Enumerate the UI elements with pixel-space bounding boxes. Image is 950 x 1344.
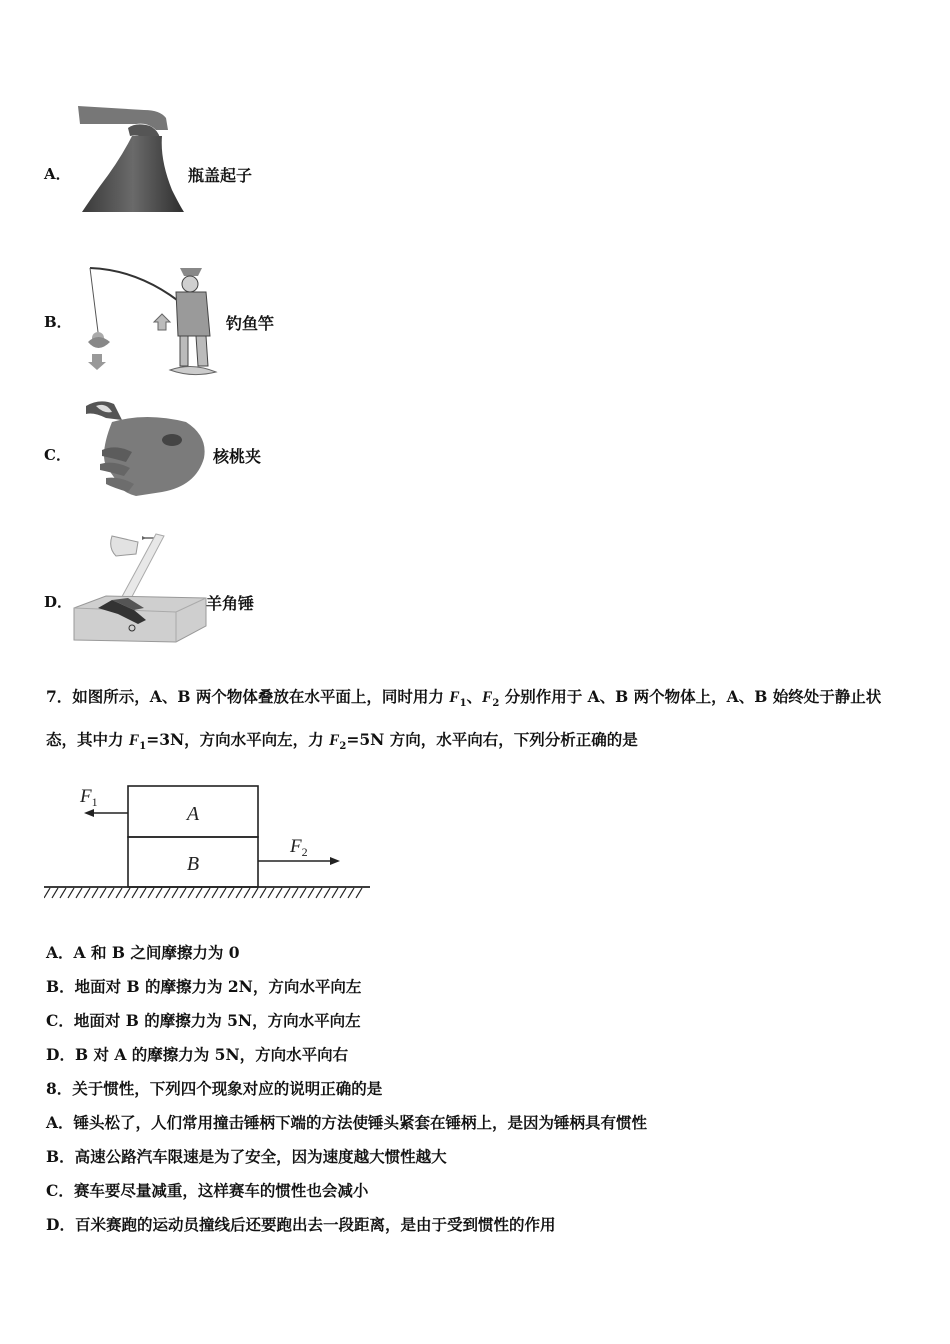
- claw-hammer-illustration: [72, 528, 208, 648]
- q7-option-c[interactable]: C．地面对 B 的摩擦力为 5N，方向水平向左: [46, 1011, 361, 1030]
- q7-f2-sub-2: 2: [339, 741, 347, 753]
- q7-option-d[interactable]: D．B 对 A 的摩擦力为 5N，方向水平向右: [46, 1045, 349, 1064]
- q7-text-1b: 分别作用于 A、B 两个物体上，A、B 始终处于静止状: [499, 687, 882, 706]
- force-diagram: [44, 780, 374, 905]
- nutcracker-illustration: [76, 396, 210, 502]
- hatch-mark: [188, 888, 194, 898]
- hatch-mark: [276, 888, 282, 898]
- hatch-mark: [220, 888, 226, 898]
- option-b-label: 钓鱼竿: [226, 314, 275, 333]
- q7-number: 7．: [46, 687, 73, 706]
- hatch-mark: [356, 888, 362, 898]
- q7-text-2c: =5N 方向，水平向右，下列分析正确的是: [346, 730, 638, 750]
- hatch-mark: [132, 888, 138, 898]
- q8-option-c[interactable]: C．赛车要尽量减重，这样赛车的惯性也会减小: [46, 1181, 369, 1200]
- hatch-mark: [156, 888, 162, 898]
- q7-text-1a: 如图所示，A、B 两个物体叠放在水平面上，同时用力: [72, 687, 450, 706]
- hatch-mark: [300, 888, 306, 898]
- block-b-label: B: [186, 853, 200, 875]
- hatch-mark: [324, 888, 330, 898]
- hatch-mark: [124, 888, 130, 898]
- option-a-label: 瓶盖起子: [188, 166, 253, 185]
- hatch-mark: [348, 888, 354, 898]
- q7-text-2b: =3N，方向水平向左，力: [146, 730, 330, 750]
- f2-arrowhead: [330, 857, 340, 865]
- hatch-mark: [108, 888, 114, 898]
- q8-option-d[interactable]: D．百米赛跑的运动员撞线后还要跑出去一段距离，是由于受到惯性的作用: [46, 1215, 556, 1234]
- hatch-mark: [196, 888, 202, 898]
- hatch-mark: [172, 888, 178, 898]
- hatch-mark: [44, 888, 50, 898]
- hatch-mark: [284, 888, 290, 898]
- option-c-label: 核桃夹: [213, 447, 262, 466]
- hatch-mark: [84, 888, 90, 898]
- q7-f1-sub-2: 1: [139, 741, 147, 753]
- bottle-opener-illustration: [76, 100, 186, 215]
- q8-stem: 8．关于惯性，下列四个现象对应的说明正确的是: [46, 1079, 383, 1098]
- option-d-label: 羊角锤: [206, 594, 255, 613]
- hatch-mark: [228, 888, 234, 898]
- hatch-mark: [180, 888, 186, 898]
- hatch-mark: [92, 888, 98, 898]
- q7-f2-symbol-2: F: [329, 732, 340, 750]
- q7-f2-sub: 2: [492, 698, 500, 710]
- fishing-illustration: [76, 262, 226, 378]
- option-c-letter: C．: [44, 446, 71, 464]
- hatch-mark: [340, 888, 346, 898]
- hatch-mark: [316, 888, 322, 898]
- q7-text-2a: 态，其中力: [46, 730, 129, 750]
- hatch-mark: [332, 888, 338, 898]
- hatch-mark: [268, 888, 274, 898]
- hatch-mark: [252, 888, 258, 898]
- hatch-mark: [60, 888, 66, 898]
- q7-stem: [46, 679, 916, 765]
- option-d-letter: D．: [44, 593, 73, 611]
- hatch-mark: [68, 888, 74, 898]
- f1-arrowhead: [84, 809, 94, 817]
- hatch-mark: [76, 888, 82, 898]
- q7-sep: 、: [466, 687, 483, 706]
- hatch-mark: [140, 888, 146, 898]
- hatch-mark: [148, 888, 154, 898]
- q8-option-b[interactable]: B．高速公路汽车限速是为了安全，因为速度越大惯性越大: [46, 1147, 447, 1166]
- q7-f1-symbol: F: [449, 689, 460, 706]
- hatch-mark: [260, 888, 266, 898]
- f1-label: $F_1$: [80, 786, 98, 809]
- hatch-mark: [116, 888, 122, 898]
- hatch-mark: [308, 888, 314, 898]
- q7-option-a[interactable]: A．A 和 B 之间摩擦力为 0: [46, 943, 240, 962]
- q7-f2-symbol: F: [482, 689, 493, 706]
- block-a-label: A: [186, 803, 200, 825]
- hatch-mark: [164, 888, 170, 898]
- option-a-letter: A．: [44, 165, 71, 183]
- q7-f1-symbol-2: F: [128, 732, 140, 750]
- hatch-mark: [100, 888, 106, 898]
- ground-hatching: [44, 888, 362, 898]
- f2-label: $F_2$: [290, 836, 308, 859]
- hatch-mark: [52, 888, 58, 898]
- hatch-mark: [212, 888, 218, 898]
- hatch-mark: [292, 888, 298, 898]
- q8-option-a[interactable]: A．锤头松了，人们常用撞击锤柄下端的方法使锤头紧套在锤柄上，是因为锤柄具有惯性: [46, 1113, 648, 1132]
- q7-f1-sub: 1: [459, 698, 467, 710]
- hatch-mark: [244, 888, 250, 898]
- hatch-mark: [236, 888, 242, 898]
- option-b-letter: B．: [44, 313, 72, 331]
- hatch-mark: [204, 888, 210, 898]
- q7-option-b[interactable]: B．地面对 B 的摩擦力为 2N，方向水平向左: [46, 977, 362, 996]
